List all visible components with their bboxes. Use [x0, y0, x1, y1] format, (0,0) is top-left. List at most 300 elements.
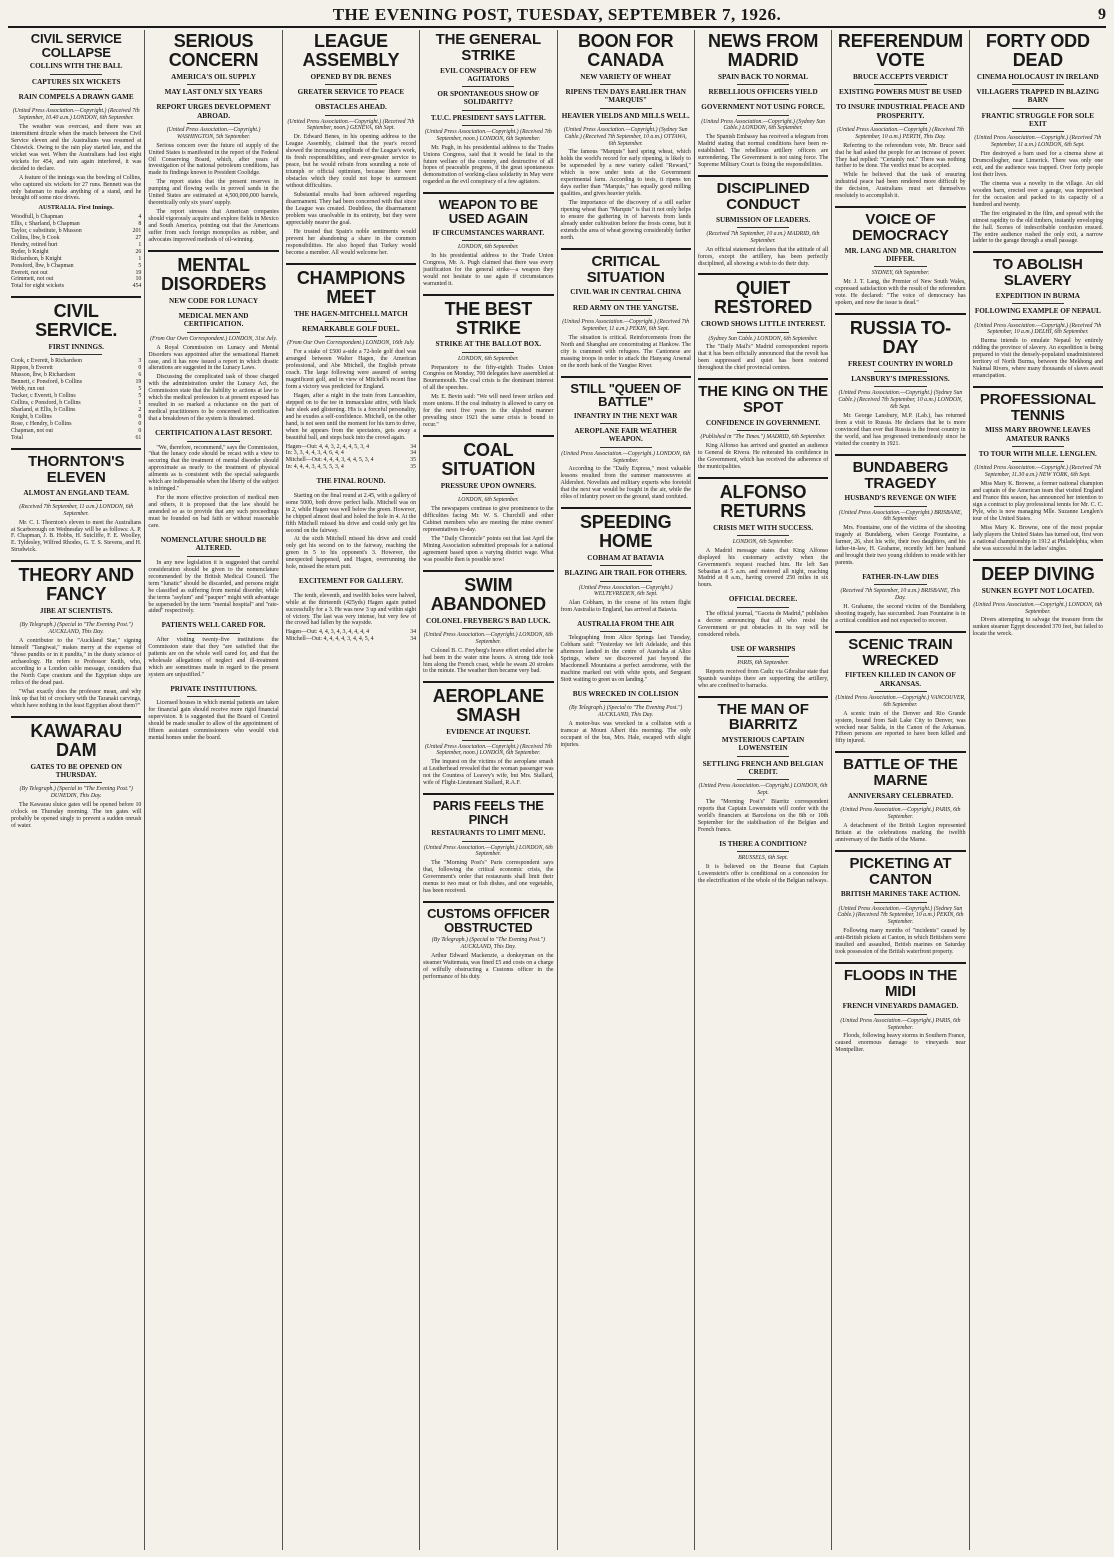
paragraph: The situation is critical. Reinforcements from the North and Shanghai are concentrating at Hankow. The city is crammed with refugees. The Cantonese are massing troops in order to attack the Hanyang Arsenal on the north bank of the Yangtse River.	[560, 334, 691, 369]
article-divider	[423, 901, 553, 903]
article	[11, 448, 141, 554]
row-value: 35	[410, 464, 417, 471]
dateline: (United Press Association.—Copyright.) LONDON, 6th September.	[973, 601, 1103, 615]
row-label: Hagen—Out: 4, 4, 3, 4, 3, 4, 4, 4, 4	[285, 629, 370, 636]
article-body	[698, 548, 828, 590]
dateline: (United Press Association.—Copyright.) VANCOUVER, 6th September.	[835, 694, 966, 708]
subheadline: AMERICA'S OIL SUPPLY	[171, 72, 256, 81]
table-row	[286, 636, 416, 643]
article	[11, 296, 141, 442]
dateline: (United Press Association.—Copyright.) (Received 7th September, noon.) GENEVA, 6th Sept.	[287, 118, 415, 132]
rule	[325, 84, 377, 85]
article-divider	[561, 248, 691, 250]
paragraph: The fire originated in the film, and spread with the utmost rapidity to the old timbers, instantly enveloping the hall. Scenes of indescribable confusion ensued. The entire audience rushed the only exit, a narrow ladder to the garage through a small passage.	[972, 210, 1103, 245]
paragraph: Preparatory to the fifty-eighth Trades Union Congress on Monday, 700 delegates have assembled at Bournemouth. The coal crisis is the dominant interest of all the speeches.	[423, 364, 554, 392]
paragraph: Discussing the complicated task of those charged with the administration under the Lunacy Act, the Commission state that the liability to actions at law to which the medical profession is at present exposed has resulted in so marked a reluctance on the part of medical practitioners to be concerned in certification that a breakdown of the system is threatened.	[148, 374, 279, 423]
headline: STILL "QUEEN OF BATTLE"	[570, 380, 681, 410]
article-divider	[698, 477, 828, 479]
headline: RUSSIA TO-DAY	[849, 318, 951, 357]
rule	[462, 841, 514, 842]
subheadline: SPAIN BACK TO NORMAL	[718, 72, 809, 81]
paragraph: King Alfonso has arrived and granted an audience to General de Rivera. He reiterated his confidence in the Government, which has received the adherence of the municipalities.	[697, 442, 829, 470]
table-row	[11, 421, 141, 428]
headline: WEAPON TO BE USED AGAIN	[438, 197, 538, 227]
article-body	[148, 345, 278, 424]
row-value: 0	[138, 414, 142, 421]
row-label: Cook, c Everett, b Richardson	[11, 358, 82, 365]
rule	[874, 123, 926, 124]
rule	[187, 633, 239, 634]
paragraph: Following many months of "incidents" caused by anti-British pickets at Canton, in which Britishers were insulted and assaulted, British marines on Saturday took possession of the British waterfront property.	[835, 928, 966, 955]
article-body	[973, 481, 1103, 553]
row-label: Bennett, c Ponsford, b Collins	[11, 379, 83, 386]
headline: THORNTON'S ELEVEN	[28, 453, 125, 486]
subheadline: FREEST COUNTRY IN WORLD	[848, 359, 953, 368]
subheadline: MISS MARY BROWNE LEAVES AMATEUR RANKS	[985, 426, 1091, 443]
paragraph: The inquest on the victims of the aeroplane smash at Leatherhead revealed that the woman passenger was not the Countess of Leavey's wife, but Mrs. Stallard, wife of Flight-Lieutenant Stallard, R.A.F.	[423, 759, 554, 787]
dateline: (United Press Association.—Copyright.) PARIS, 6th September.	[840, 1017, 961, 1031]
headline: PROFESSIONAL TENNIS	[979, 390, 1096, 424]
rule	[462, 352, 514, 353]
score-table	[286, 444, 416, 472]
subheadline: ALMOST AN ENGLAND TEAM.	[23, 488, 129, 497]
article-body	[148, 143, 278, 245]
column-1	[8, 30, 145, 1550]
rule	[874, 691, 926, 692]
dateline: (United Press Association.—Copyright.) (Received 7th September, 10.40 a.m.) LONDON, 6th September.	[12, 108, 140, 121]
article	[698, 378, 828, 470]
paragraph: For the more effective protection of medical men and others, it is proposed that the law should be amended so as to provide that any such proceedings must be founded on bad faith or without reasonable care.	[148, 495, 279, 530]
paragraph: Divers attempting to salvage the treasure from the sunken steamer Egypt descended 370 feet, but failed to locate the wreck.	[972, 617, 1103, 638]
dateline: (By Telegraph.) (Special to "The Evening Post.") DUNEDIN, This Day.	[19, 786, 133, 799]
paragraph: Miss Mary K. Browne, one of the most popular lady players the United States has turned out, first won a national championship in 1912 at Philadelphia, when she was successful in the ladies' singles.	[972, 524, 1103, 552]
row-value: 2	[138, 407, 142, 414]
article	[561, 376, 691, 502]
subheadline: VILLAGERS TRAPPED IN BLAZING BARN	[976, 88, 1100, 105]
subheadline: RED ARMY ON THE YANGTSE.	[572, 303, 679, 312]
dateline: (United Press Association.—Copyright.) (Received 7th September, 11 a.m.) PEKIN, 6th Sept.	[562, 319, 690, 332]
article-body	[561, 466, 691, 501]
article	[835, 631, 965, 746]
row-label: Collins, c Ponsford, b Collins	[11, 400, 81, 407]
rule	[1012, 108, 1064, 109]
subheadline: STRIKE AT THE BALLOT BOX.	[435, 340, 542, 349]
article-body	[423, 648, 553, 676]
row-value: 27	[135, 234, 142, 241]
column-7	[832, 30, 969, 1550]
article	[698, 840, 828, 885]
headline: REFERENDUM VOTE	[837, 31, 963, 70]
subheadline: SUBMISSION OF LEADERS.	[715, 215, 811, 224]
table-row	[11, 358, 141, 365]
article	[423, 435, 553, 564]
article	[561, 32, 691, 242]
subheadline: CONFIDENCE IN GOVERNMENT.	[705, 418, 821, 427]
subheadline: CAPTURES SIX WICKETS	[31, 77, 121, 86]
row-value: 35	[410, 457, 417, 464]
rule	[737, 430, 789, 431]
paragraph: Floods, following heavy storms in Southern France, caused enormous damage to vineyards near Montpellier.	[835, 1033, 966, 1054]
headline: CHAMPIONS MEET	[296, 267, 406, 307]
subheadline: ANNIVERSARY CELEBRATED.	[847, 791, 954, 800]
rule	[1012, 131, 1064, 132]
table-row	[11, 263, 141, 270]
headline: FORTY ODD DEAD	[985, 31, 1090, 70]
article	[698, 645, 828, 690]
article-body	[423, 860, 553, 895]
article	[835, 850, 965, 956]
row-value: 19	[135, 379, 142, 386]
rule	[1012, 598, 1064, 599]
article	[561, 248, 691, 370]
article-divider	[698, 378, 828, 380]
paragraph: In his presidential address to the Trade Union Congress, Mr. A. Pugh claimed that there was every justification for the general strike—a weapon they would not hesitate to use again if circumstances warranted it.	[423, 252, 554, 287]
table-row	[11, 249, 141, 256]
subheadline: JIBE AT SCIENTISTS.	[39, 607, 113, 616]
row-value: 10	[135, 276, 142, 283]
article-divider	[11, 560, 141, 562]
subheadline: CERTIFICATION A LAST RESORT.	[155, 429, 273, 438]
headline: TO ABOLISH SLAVERY	[992, 256, 1083, 290]
row-label: Sharland, st Ellis, b Collins	[11, 407, 76, 414]
article-divider	[11, 716, 141, 718]
paragraph: The famous "Marquis" hard spring wheat, which holds the world's record for early ripening, is likely to be superseded by a new variety called "Reward," which is now under tests at the Government experimental farm. According to tests, it ripens ten days earlier than "Marquis," has equally good milling qualities, and gives heavier yields.	[560, 149, 691, 198]
subheadline: RAIN COMPELS A DRAWN GAME	[18, 92, 134, 101]
article	[148, 32, 278, 244]
rule	[600, 123, 652, 124]
subheadline: AUSTRALIA FROM THE AIR	[577, 620, 675, 629]
paragraph: "What exactly does the professor mean, and why link up that bit of crockery with the Taranaki carvings, which have nothing in the least Egyptian about them?"	[11, 688, 142, 709]
rule	[1012, 446, 1064, 447]
article-body	[835, 928, 965, 956]
rule	[325, 489, 377, 490]
dateline: (By Telegraph.) (Special to "The Evening Post.") AUCKLAND, This Day.	[19, 622, 133, 636]
column-6	[695, 30, 832, 1550]
paragraph: Miss Mary K. Browne, a former national champion and captain of the American team that visited England and France this season, has announced her intention to sign a contract to play professional tennis for Mr. C. C. Pyle, who is now managing Mlle. Suzanne Lenglen's tour of the United States.	[972, 480, 1103, 522]
rule	[325, 589, 377, 590]
article-divider	[561, 507, 691, 509]
subheadline: TO TOUR WITH MLLE. LENGLEN.	[978, 450, 1097, 459]
rule	[874, 902, 926, 903]
dateline: (Published in "The Times.") MADRID, 6th September.	[700, 434, 826, 441]
article	[423, 901, 553, 981]
headline: ALFONSO RETURNS	[719, 481, 807, 521]
article-body	[423, 365, 553, 430]
dateline: (United Press Association.—Copyright.) PARIS, 6th September.	[840, 807, 961, 821]
article-body	[148, 445, 278, 531]
rule	[737, 227, 789, 228]
rule	[874, 803, 926, 804]
paragraph: Substantial results had been achieved regarding disarmament. They had been concerned with that since the League was created. Doubtless, the disarmament problem was unsolvable in its entirety, but they were appreciably nearer the goal.	[285, 192, 417, 226]
article	[423, 793, 553, 895]
rule	[874, 371, 926, 372]
subheadline: REBELLIOUS OFFICERS YIELD	[708, 88, 818, 97]
subheadline: GATES TO BE OPENED ON THURSDAY.	[30, 762, 122, 779]
article-body	[835, 143, 965, 201]
row-value: 34	[410, 450, 417, 457]
article-body	[423, 145, 553, 187]
subheadline: MR. LANG AND MR. CHARLTON DIFFER.	[844, 246, 957, 264]
headline: SWIM ABANDONED	[430, 574, 546, 614]
row-label: Everett, not out	[11, 269, 48, 276]
rule	[187, 441, 239, 442]
subheadline: REMARKABLE GOLF DUEL.	[302, 324, 400, 333]
subheadline: NEW CODE FOR LUNACY	[169, 296, 259, 305]
article-body	[423, 253, 553, 288]
rule	[737, 115, 789, 116]
rule	[874, 386, 926, 387]
article-divider	[423, 435, 553, 437]
subheadline: SUNKEN EGYPT NOT LOCATED.	[981, 586, 1094, 595]
subheadline: PRESSURE UPON OWNERS.	[440, 482, 536, 490]
row-label: Webb, run out	[11, 386, 45, 393]
article-divider	[423, 192, 553, 194]
article-divider	[286, 263, 416, 265]
rule	[187, 123, 239, 124]
dateline: LONDON, 6th September.	[732, 538, 794, 545]
article-body	[698, 443, 828, 471]
dateline: (United Press Association.—Copyright.) (Received 7th September, noon.) LONDON, 6th September.	[424, 743, 552, 757]
article-body	[11, 520, 141, 555]
headline: LEAGUE ASSEMBLY	[302, 31, 400, 70]
article-body	[11, 802, 141, 830]
headline: FLOODS IN THE MIDI	[843, 966, 958, 1000]
score-table	[11, 358, 141, 442]
article	[286, 32, 416, 257]
paragraph: It is believed on the Bourse that Captain Lowenstein's offer is conditional on a concession for the electrification of the whole of the Belgian railways.	[697, 863, 829, 884]
headline: PARIS FEELS THE PINCH	[432, 798, 544, 827]
subheadline: GREATER SERVICE TO PEACE	[297, 88, 405, 97]
table-row	[286, 464, 416, 471]
subheadline: IF CIRCUMSTANCES WARRANT.	[432, 228, 545, 237]
article	[286, 577, 416, 643]
table-row	[11, 221, 141, 228]
subheadline: PRIVATE INSTITUTIONS.	[170, 684, 257, 693]
subheadline: BRUCE ACCEPTS VERDICT	[852, 72, 948, 81]
rule	[462, 740, 514, 741]
row-label: Hendry, retired hurt	[11, 241, 58, 248]
article-body	[835, 604, 965, 625]
paragraph: Telegraphing from Alice Springs last Tuesday, Cobham said: "Yesterday we left Adelaide, and this afternoon landed in the centre of Australia at Alice Springs, where we discovered just beyond the Macdonnell Mountains a perfect aerodrome, with the machine marked out with white spots, and Sergeant Stott waiting to greet us on landing."	[560, 635, 691, 684]
article	[973, 32, 1103, 245]
article-body	[561, 149, 691, 242]
paragraph: Hagen, after a night in the train from Lancashire, stepped on to the tee in immaculate attire, with black hair sleek and glistening. His is a forceful personality, and he exudes a self-confidence. Mitchell, on the other hand, is not seen until the moment for his turn to drive, when he appears from the spectators, gets away a beautiful ball, and steps back into the crowd again.	[285, 392, 417, 441]
row-label: Mitchell—Out: 4, 4, 4, 3, 4, 4, 5, 3, 4	[285, 457, 374, 464]
rule	[600, 631, 652, 632]
rule	[874, 84, 926, 85]
rule	[600, 447, 652, 448]
article-body	[698, 344, 828, 372]
subheadline: CRISIS MET WITH SUCCESS.	[713, 523, 814, 532]
paragraph: Fire destroyed a barn used for a cinema show at Drumcollogher, near Limerick. There was only one exit, and the audience was trapped. Over forty people lost their lives.	[972, 150, 1103, 178]
paragraph: Referring to the referendum vote, Mr. Bruce said that he had asked the people for an increase of power. They had replied: "Certainly not." There was nothing further to be done. The verdict must be accepted.	[835, 142, 966, 170]
dateline: (United Press Association.—Copyright.) (Received 7th September, 11 a.m.) LONDON, 6th Sept.	[974, 135, 1102, 149]
subheadline: CIVIL WAR IN CENTRAL CHINA	[570, 288, 682, 297]
article-divider	[835, 631, 965, 633]
subheadline: OR SPONTANEOUS SHOW OF SOLIDARITY?	[437, 90, 540, 107]
row-label: Taylor, c substitute, b Musson	[11, 227, 82, 234]
rule	[600, 581, 652, 582]
headline: THE BEST STRIKE	[444, 298, 533, 338]
article	[698, 32, 828, 169]
table-row	[11, 365, 141, 372]
article	[698, 595, 828, 638]
table-row	[286, 629, 416, 636]
dateline: (By Telegraph.) (Special to "The Evening Post.") AUCKLAND, This Day.	[431, 937, 545, 951]
rule	[462, 240, 514, 241]
article-body	[286, 349, 416, 442]
article-body	[561, 600, 691, 614]
rule	[737, 779, 789, 780]
article	[698, 175, 828, 267]
paragraph: While he believed that the task of ensuring industrial peace had been rendered more difficult by the decision, Australians must set themselves resolutely to accomplish it.	[835, 172, 966, 200]
subheadline: SETTLING FRENCH AND BELGIAN CREDIT.	[702, 759, 824, 776]
row-label: Richardson, b Knight	[11, 255, 62, 262]
subheadline: OFFICIAL DECREE.	[728, 595, 798, 604]
article-body	[561, 721, 691, 749]
headline: BUNDABERG TRAGEDY	[852, 458, 949, 492]
row-label: In: 3, 3, 4, 4, 3, 4, 6, 4, 4	[285, 450, 344, 457]
table-row	[11, 235, 141, 242]
article	[973, 251, 1103, 380]
paragraph: The report stresses that American companies should vigorously acquire and explore fields in Mexico and South America, pointing out that the Americans suffer from such foreign monopolies as rubber, and advocates improved methods of oil-winning.	[148, 209, 279, 244]
rule	[737, 535, 789, 536]
headline: CIVIL SERVICE COLLAPSE	[30, 31, 122, 60]
rule	[600, 701, 652, 702]
dateline: (From Our Own Correspondent.) LONDON, 31st July.	[150, 335, 278, 342]
row-label: Knight, b Collins	[11, 414, 52, 421]
paragraph: Mr. E. Bevin said: "We will need fewer strikes and more unions. If the coal industry is allowed to carry on for the next five years in the slipshod manner prevailing since 1921 the same crisis is bound to recur."	[423, 394, 554, 429]
article-body	[698, 247, 828, 268]
rule	[325, 99, 377, 100]
subheadline: COLLINS WITH THE BALL	[29, 62, 123, 71]
paragraph: He trusted that Spain's noble sentiments would prevent her abandoning a share in the common responsibilities. He also hoped that Turkey would become a member. All would welcome her.	[285, 228, 417, 256]
rule	[874, 99, 926, 100]
table-row	[11, 435, 141, 442]
article-divider	[698, 696, 828, 698]
table-row	[286, 457, 416, 464]
column-8	[970, 30, 1106, 1550]
article-body	[11, 124, 141, 203]
article-body	[286, 493, 416, 572]
article-body	[423, 953, 553, 981]
row-value: 3	[138, 358, 142, 365]
subheadline: TO INSURE INDUSTRIAL PEACE AND PROSPERITY.	[836, 103, 965, 120]
article-body	[973, 617, 1103, 638]
paragraph: An official statement declares that the attitude of all forces, except the artillery, has been perfectly disciplined, all showing a wish to do their duty.	[697, 246, 829, 267]
article	[11, 716, 141, 830]
rule	[737, 332, 789, 333]
table-row	[11, 270, 141, 277]
dateline: (United Press Association.—Copyright.) (Received 7th September, 11.30 a.m.) NEW YORK, 6th Sept.	[974, 465, 1102, 479]
rule	[50, 74, 102, 75]
dateline: (From Our Own Correspondent.) LONDON, 16th July.	[287, 340, 415, 347]
paragraph: The Spanish Embassy has received a telegram from Madrid stating that normal conditions have been re-established. The rebellious artillery officers are surrendering. The Government is not using force. The Supreme Military Court is fixing the responsibilities.	[697, 134, 829, 169]
dateline: (United Press Association.—Copyright.) (Received 7th September, 10 a.m.) DELHI, 6th September.	[974, 322, 1102, 336]
subheadline: FIFTEEN KILLED IN CANON OF ARKANSAS.	[845, 671, 956, 688]
subheadline: USE OF WARSHIPS	[730, 644, 796, 653]
article-body	[698, 799, 828, 834]
subheadline: REPORT URGES DEVELOPMENT ABROAD.	[156, 103, 271, 120]
paragraph: The importance of the discovery of a still earlier ripening wheat than "Marquis" is that it not only helps to ensure the gathering in of harvests from lands already under cultivation before the frosts come, but it extends the area of wheat growing considerably farther north.	[560, 200, 691, 242]
row-value: 61	[135, 435, 142, 442]
paragraph: The weather was overcast, and there was an intermittent drizzle when the match between the Civil Service eleven and the Australians was resumed at Chiswick. Owing to the rain play started late, and the wicket was wet. When the Australians had lost eight wickets for 454, and rain again interfered, it was decided to declare.	[11, 123, 142, 172]
headline: BATTLE OF THE MARNE	[843, 756, 958, 790]
paragraph: The Kawarau sluice gates will be opened before 10 o'clock on Thursday morning. The ten gates will probably be opened singly to prevent a sudden onrush of water.	[11, 801, 142, 829]
paragraph: The "Daily Chronicle" points out that last April the Mining Association submitted proposals for a national agreement based upon a varying district wage. What was possible then is possible now!	[423, 535, 554, 563]
row-value: 1	[138, 255, 142, 262]
rule	[600, 300, 652, 301]
article	[148, 536, 278, 615]
table-row	[11, 407, 141, 414]
article-body	[561, 335, 691, 370]
dateline: BRUSSELS, 6th Sept.	[738, 855, 789, 861]
rule	[600, 565, 652, 566]
row-value: 0	[138, 365, 142, 372]
article	[561, 507, 691, 614]
headline: VOICE OF DEMOCRACY	[852, 211, 949, 245]
row-label: Woodfull, b Chapman	[11, 213, 64, 220]
dateline: (United Press Association.—Copyright.) LONDON, 6th September.	[423, 631, 553, 645]
article	[835, 573, 965, 625]
article	[698, 477, 828, 590]
dateline: (Sydney Sun Cable.) LONDON, 6th September.	[708, 335, 818, 342]
article	[286, 477, 416, 571]
table-row	[11, 414, 141, 421]
article-divider	[973, 559, 1103, 561]
paragraph: Mr. Pugh, in his presidential address to the Trades Unions Congress, said that it would be fatal to the future welfare of the country, and destructive of all hopes of peaceable progress, if the great spontaneous demonstration of working-class solidarity in May were regarded as the evil conspiracy of a few agitators.	[423, 144, 554, 186]
row-value: 34	[410, 636, 417, 643]
paragraph: Mr. George Lansbury, M.P. (Lab.), has returned from a visit to Russia. He declares that he is more convinced than ever that Russia is the freest country in the world, and has progressed tremendously since he visited the country in 1921.	[835, 412, 966, 447]
dateline: LONDON, 6th September.	[458, 497, 519, 504]
headline: KAWARAU DAM	[30, 720, 122, 760]
article-divider	[973, 386, 1103, 388]
article-body	[148, 637, 278, 679]
row-label: Total	[11, 435, 24, 442]
rule	[187, 84, 239, 85]
article-divider	[835, 850, 965, 852]
subheadline: MAY LAST ONLY SIX YEARS	[164, 88, 263, 97]
rule	[600, 84, 652, 85]
article-divider	[835, 313, 965, 315]
article	[835, 751, 965, 843]
dateline: (Received 7th September, 10 a.m.) MADRID, 6th September.	[706, 230, 820, 244]
column-4	[420, 30, 557, 1550]
article-body	[835, 525, 965, 567]
paragraph: Dr. Edward Benes, in his opening address to the League Assembly, claimed that the year's record showed the increasing amplitude of the League's work, its fresh responsibilities, and ever-greater service to peace, but he would refrain from sounding a note of triumph or official optimism, because there were obstacles which they could not hope to surmount without difficulties.	[285, 134, 417, 190]
column-2	[145, 30, 282, 1550]
table-row	[11, 214, 141, 221]
article	[423, 681, 553, 787]
table-row	[11, 242, 141, 249]
headline: QUIET RESTORED	[714, 278, 813, 318]
paragraph: For a stake of £500 a-side a 72-hole golf duel was arranged between Walter Hagen, the American professional, and Abe Mitchell, the English private coach. The large following were assured of seeing magnificent golf, and in view of Mitchell's recent fine form a victory was predicted for England.	[285, 348, 417, 390]
row-value: 34	[410, 629, 417, 636]
paragraph: A contributor to the "Auckland Star," signing himself "Tangiwai," makes merry at the expense of "those pundits or in it pundits," in the dusty science of archaeology. He refers to Professor Keith, who, according to a London cable message, considers that the North Cape cranium and the Egyptian ships are relics of the dead past.	[11, 638, 142, 686]
rule	[50, 104, 102, 105]
paragraph: The "Morning Post's" Paris correspondent says that, following the critical economic crisis, the Government's order that restaurants shall limit their menus to two meat or fish dishes, and one vegetable, has been received.	[423, 860, 554, 895]
rule	[600, 423, 652, 424]
subheadline: OBSTACLES AHEAD.	[315, 103, 387, 112]
rule	[50, 354, 102, 355]
dateline: (United Press Association.—Copyright.) WELTEVREDEN, 6th Sept.	[578, 584, 673, 598]
dateline: (United Press Association.—Copyright.) (Sydney Sun Cable.) (Received 7th September, 10 a.m.) OTTAWA, 6th September.	[563, 126, 688, 147]
subheadline: FIRST INNINGS.	[48, 343, 104, 352]
row-value: 5	[138, 262, 142, 269]
paragraph: A Madrid message states that King Alfonso displayed his customary activity when the Government's request reached him. He left San Sebastian at 5 a.m. and motored all night, reaching Madrid at 8 a.m., having covered 250 miles in six hours.	[697, 547, 829, 589]
paragraph: H. Grahame, the second victim of the Bundaberg shooting tragedy, has succumbed. Joan Fountaine is in a critical condition and not expected to recover.	[835, 603, 966, 624]
article	[973, 559, 1103, 639]
